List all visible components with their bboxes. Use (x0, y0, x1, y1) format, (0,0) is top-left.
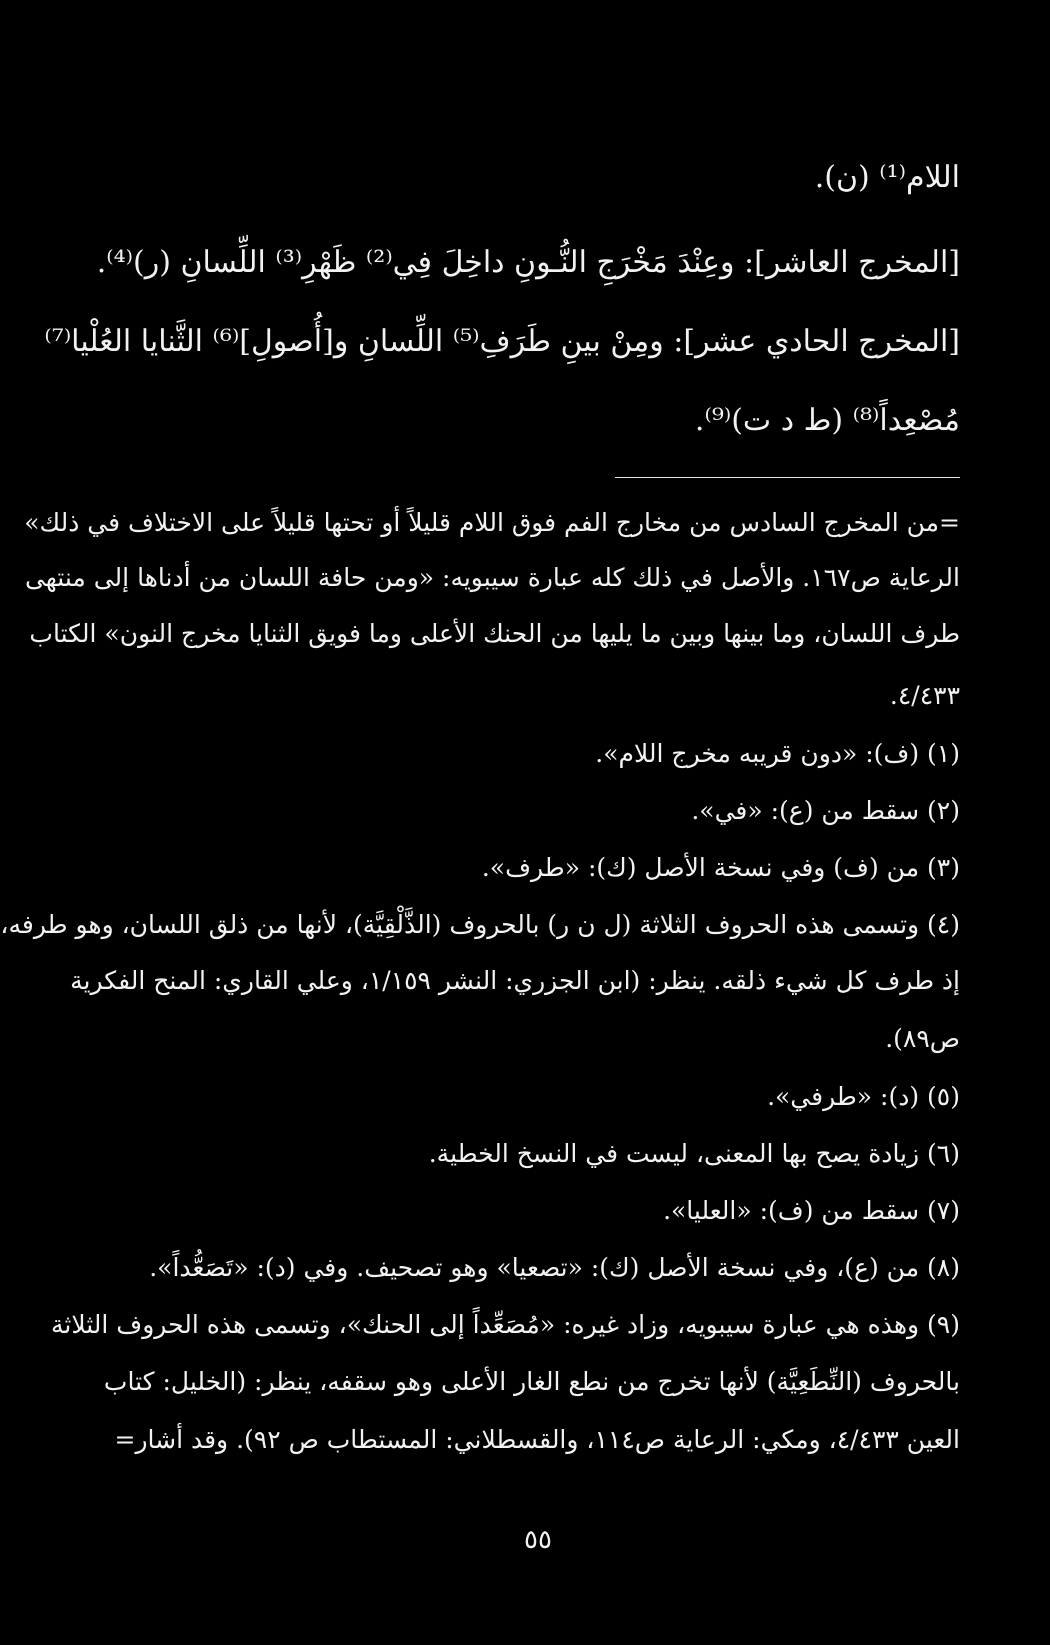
footnote-line-16: بالحروف (النِّطَعِيَّة) لأنها تخرج من نطع الغار الأعلى وهو سقفه، ينظر: (الخليل: كتاب (103, 1367, 960, 1396)
footnote-line-10: ص٨٩). (885, 1024, 960, 1053)
main-text-line-3: [المخرج الحادي عشر]: ومِنْ بينِ طَرَفِ⁽⁵⁾ اللِّسانِ و[أُصولِ]⁽⁶⁾ الثَّنايا العُلْيا⁽⁷⁾ (44, 324, 960, 359)
footnote-line-14: (٨) من (ع)، وفي نسخة الأصل (ك): «تصعيا» وهو تصحيف. وفي (د): «تَصَعُّداً». (149, 1253, 960, 1282)
footnote-line-7: (٣) من (ف) وفي نسخة الأصل (ك): «طرف». (481, 853, 960, 882)
footnote-line-5: (١) (ف): «دون قريبه مخرج اللام». (595, 739, 960, 768)
footnote-line-12: (٦) زيادة يصح بها المعنى، ليست في النسخ الخطية. (428, 1139, 960, 1168)
footnote-line-17: العين ٤/٤٣٣، ومكي: الرعاية ص١١٤، والقسطلاني: المستطاب ص ٩٢). وقد أشار= (114, 1425, 960, 1454)
footnote-line-9: إذ طرف كل شيء ذلقه. ينظر: (ابن الجزري: النشر ١/١٥٩، وعلي القاري: المنح الفكرية (70, 966, 960, 995)
footnote-line-2: الرعاية ص١٦٧. والأصل في ذلك كله عبارة سيبويه: «ومن حافة اللسان من أدناها إلى منتهى (24, 563, 960, 592)
main-text-line-2: [المخرج العاشر]: وعِنْدَ مَخْرَجِ النُّـونِ داخِلَ فِي⁽²⁾ ظَهْرِ⁽³⁾ اللِّسانِ (ر)⁽⁴⁾. (96, 245, 960, 280)
footnote-line-1: =من المخرج السادس من مخارج الفم فوق اللام قليلاً أو تحتها قليلاً على الاختلاف في ذلك» (24, 508, 960, 537)
footnote-line-8: (٤) وتسمى هذه الحروف الثلاثة (ل ن ر) بالحروف (الذَّلْقِيَّة)، لأنها من ذلق اللسان، وهو طرفه، (0, 910, 960, 939)
footnote-line-11: (٥) (د): «طرفي». (767, 1082, 960, 1111)
footnote-line-4: ٤/٤٣٣. (889, 681, 960, 710)
main-text-line-4: مُصْعِداً⁽⁸⁾ (ط د ت)⁽⁹⁾. (694, 403, 960, 438)
footnote-line-15: (٩) وهذه هي عبارة سيبويه، وزاد غيره: «مُصَعِّداً إلى الحنك»، وتسمى هذه الحروف الثلاثة (50, 1310, 960, 1339)
footnote-line-3: طرف اللسان، وما بينها وبين ما يليها من الحنك الأعلى وما فويق الثنايا مخرج النون» الكتاب (29, 619, 960, 648)
main-text-line-1: اللام⁽¹⁾ (ن). (814, 160, 960, 195)
page-number: ٥٥ (524, 1525, 552, 1555)
footnote-divider (615, 477, 960, 478)
footnote-line-6: (٢) سقط من (ع): «في». (691, 796, 960, 825)
footnote-line-13: (٧) سقط من (ف): «العليا». (663, 1196, 960, 1225)
